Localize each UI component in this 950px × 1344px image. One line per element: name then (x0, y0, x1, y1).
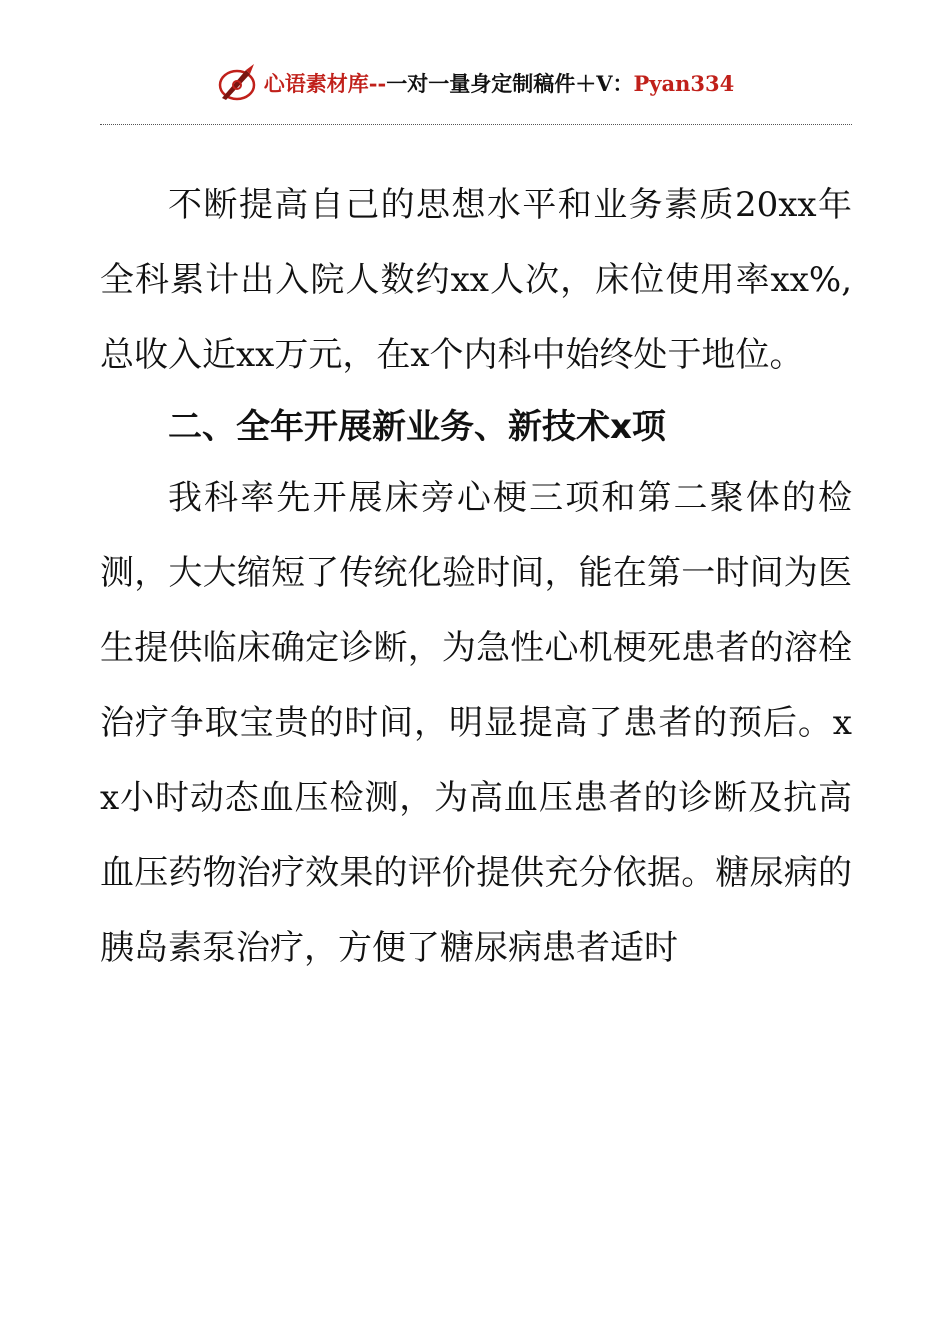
header-title (264, 68, 734, 98)
paragraph-1: 不断提高自己的思想水平和业务素质20xx年全科累计出入院人数约xx人次，床位使用率xx%,总收入近xx万元，在x个内科中始终处于地位。 (100, 185, 852, 375)
header-divider (100, 124, 852, 125)
contact-id: Pyan334 (633, 71, 735, 96)
header-separator: -- (368, 71, 387, 96)
service-description: 一对一量身定制稿件＋V： (386, 71, 634, 96)
brand-name: 心语素材库 (263, 71, 369, 96)
page-header (0, 58, 950, 108)
document-body (100, 168, 852, 986)
paragraph-2: 我科率先开展床旁心梗三项和第二聚体的检测，大大缩短了传统化验时间，能在第一时间为医生提供临床确定诊断，为急性心机梗死患者的溶栓治疗争取宝贵的时间，明显提高了患者的预后。xx小时动态血压检测，为高血压患者的诊断及抗高血压药物治疗效果的评价提供充分依据。糖尿病的胰岛素泵治疗，方便了糖尿病患者适时 (100, 478, 852, 968)
quill-pen-logo (216, 62, 258, 104)
section-heading: 二、全年开展新业务、新技术x项 (168, 407, 666, 447)
